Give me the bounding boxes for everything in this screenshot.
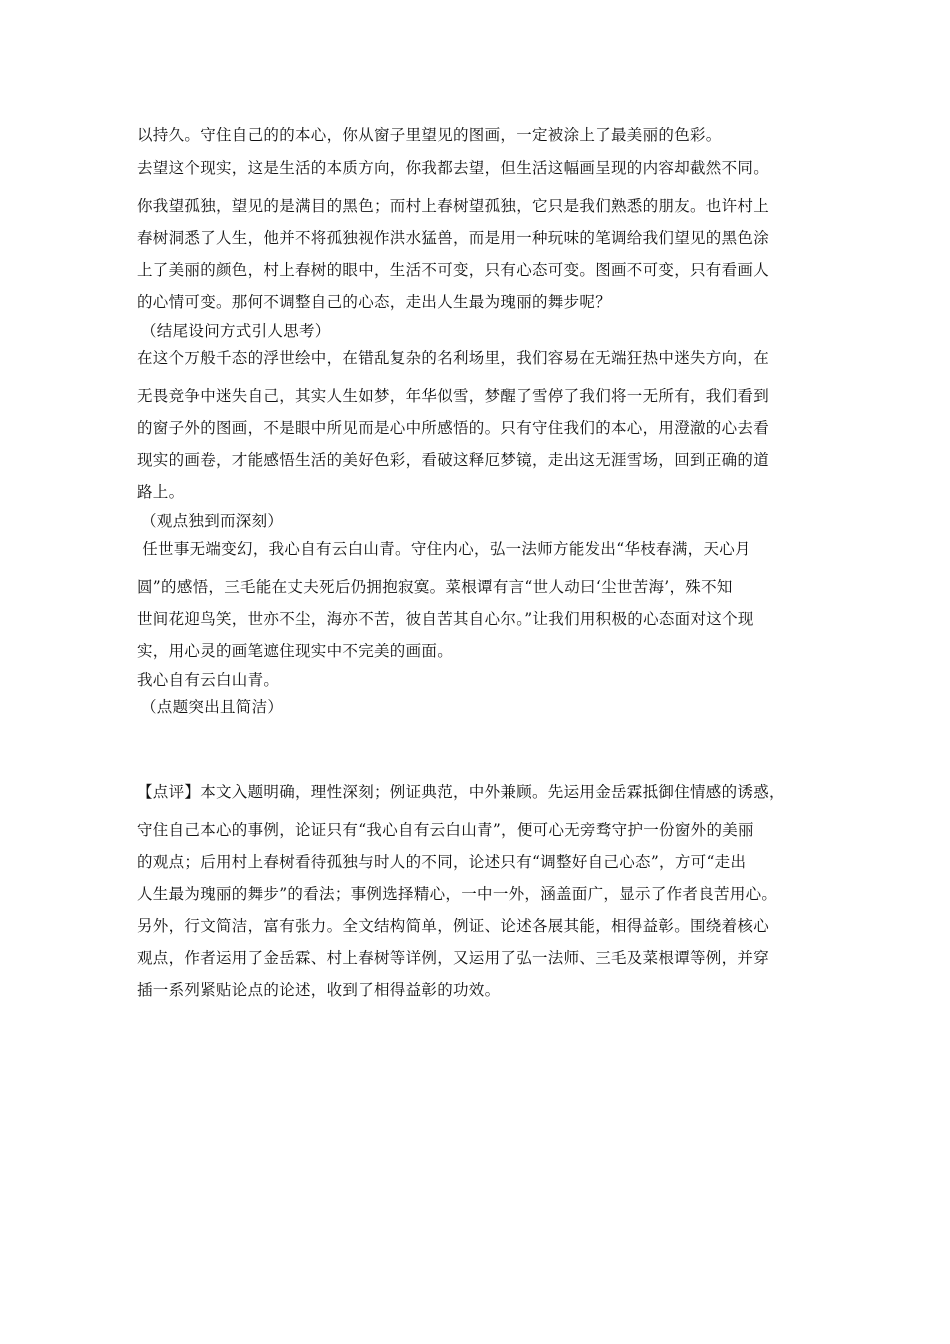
text-line: 插一系列紧贴论点的论述，收到了相得益彰的功效。	[137, 980, 501, 999]
commentary-paragraph	[137, 779, 827, 1006]
text-line: 上了美丽的颜色，村上春树的眼中，生活不可变，只有心态可变。图画不可变，只有看画人	[137, 261, 770, 280]
text-line: 无畏竞争中迷失自己，其实人生如梦，年华似雪，梦醒了雪停了我们将一无所有，我们看到	[137, 387, 770, 406]
text-line: 的心情可变。那何不调整自己的心态，走出人生最为瑰丽的舞步呢？	[137, 293, 612, 312]
text-line: 春树洞悉了人生，他并不将孤独视作洪水猛兽，而是用一种玩味的笔调给我们望见的黑色涂	[137, 229, 770, 248]
text-line: 【点评】本文入题明确，理性深刻；例证典范，中外兼顾。先运用金岳霖抵御住情感的诱惑，	[137, 782, 785, 801]
annotation-note: （观点独到而深刻）	[141, 512, 284, 531]
text-line: 另外，行文简洁，富有张力。全文结构简单，例证、论述各展其能，相得益彰。围绕着核心	[137, 916, 770, 935]
text-line: 路上。	[137, 483, 185, 502]
text-line: 观点，作者运用了金岳霖、村上春树等详例，又运用了弘一法师、三毛及菜根谭等例，并穿	[137, 948, 770, 967]
text-line: 以持久。守住自己的的本心，你从窗子里望见的图画，一定被涂上了最美丽的色彩。	[137, 126, 722, 144]
paragraph-4	[137, 536, 827, 667]
closing-line: 我心自有云白山青。	[137, 670, 280, 689]
text-line: 的窗子外的图画，不是眼中所见而是心中所感悟的。只有守住我们的本心，用澄澈的心去看	[137, 419, 770, 438]
paragraph-2	[137, 155, 827, 318]
text-line: 你我望孤独，望见的是满目的黑色；而村上春树望孤独，它只是我们熟悉的朋友。也许村上	[137, 197, 770, 216]
text-line: 任世事无端变幻，我心自有云白山青。守住内心，弘一法师方能发出“华枝春满，天心月	[137, 539, 751, 558]
annotation-note: （点题突出且简洁）	[141, 697, 284, 716]
paragraph-1	[137, 122, 827, 149]
paragraph-3	[137, 345, 827, 508]
text-line: 圆”的感悟，三毛能在丈夫死后仍拥抱寂寞。菜根谭有言“世人动曰‘尘世苦海’，殊不知	[137, 577, 733, 596]
document-page	[137, 122, 827, 1006]
text-line: 的观点；后用村上春树看待孤独与时人的不同，论述只有“调整好自己心态”，方可“走出	[137, 852, 747, 871]
text-line: 在这个万般千态的浮世绘中，在错乱复杂的名利场里，我们容易在无端狂热中迷失方向，在	[137, 349, 770, 368]
text-line: 现实的画卷，才能感悟生活的美好色彩，看破这释厄梦镜，走出这无涯雪场，回到正确的道	[137, 451, 770, 470]
text-line: 人生最为瑰丽的舞步”的看法；事例选择精心，一中一外，涵盖面广，显示了作者良苦用心。	[137, 884, 778, 903]
text-line: 守住自己本心的事例，论证只有“我心自有云白山青”，便可心无旁骛守护一份窗外的美丽	[137, 820, 754, 839]
text-line: 实，用心灵的画笔遮住现实中不完美的画面。	[137, 641, 454, 660]
annotation-note: （结尾设问方式引人思考）	[141, 322, 331, 341]
text-line: 去望这个现实，这是生活的本质方向，你我都去望，但生活这幅画呈现的内容却截然不同。	[137, 159, 770, 178]
spacer	[137, 721, 827, 779]
text-line: 世间花迎鸟笑，世亦不尘，海亦不苦，彼自苦其自心尔。”让我们用积极的心态面对这个现	[137, 609, 754, 628]
